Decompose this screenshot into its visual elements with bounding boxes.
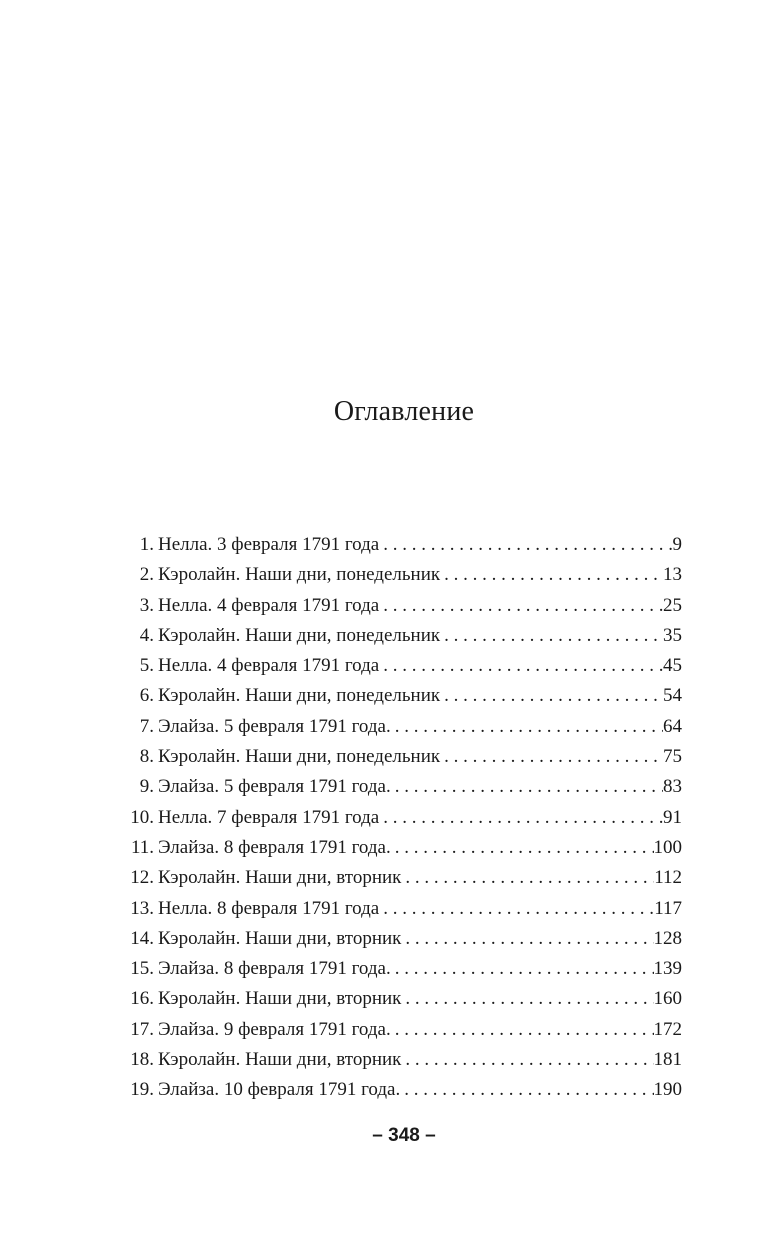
toc-entry [120,742,682,772]
toc-dot-leader [391,954,654,984]
toc-entry-title: Элайза. 10 февраля 1791 года. [158,1079,401,1101]
toc-entry-title: Нелла. 8 февраля 1791 года [158,897,380,919]
toc-entry-title: Кэролайн. Наши дни, вторник [158,867,402,889]
toc-entry [120,924,682,954]
toc-dot-leader [379,591,663,621]
toc-dot-leader [401,1045,653,1075]
toc-entry-title: Элайза. 5 февраля 1791 года. [158,776,391,798]
toc-entry-page: 117 [654,897,682,919]
toc-entry-page: 139 [653,958,682,980]
toc-entry [120,803,682,833]
toc-entry-page: 45 [663,655,682,677]
toc-entry-number: 12. [130,867,154,889]
toc-entry-page: 13 [663,564,682,586]
toc-entry-page: 75 [663,746,682,768]
toc-entry-page: 181 [653,1049,682,1071]
toc-entry-title: Элайза. 5 февраля 1791 года. [158,715,391,737]
toc-entry-page: 9 [672,534,682,555]
toc-entry [120,560,682,590]
table-of-contents [120,530,682,1106]
toc-entry-page: 112 [654,867,682,889]
toc-entry-number: 11. [130,836,154,858]
toc-entry-number: 18. [130,1049,154,1071]
toc-entry-number: 19. [130,1079,154,1101]
toc-entry-title: Нелла. 3 февраля 1791 года [158,534,380,555]
toc-entry-title: Нелла. 7 февраля 1791 года [158,806,380,828]
toc-entry [120,530,682,560]
toc-entry-number: 9. [139,776,154,798]
toc-entry-title: Кэролайн. Наши дни, понедельник [158,746,441,768]
toc-entry-number: 7. [139,715,154,737]
toc-entry-number: 15. [130,958,154,980]
toc-entry-page: 64 [663,715,682,737]
toc-dot-leader [379,530,672,560]
toc-entry [120,712,682,742]
toc-entry-page: 35 [663,624,682,646]
toc-dot-leader [379,651,663,681]
toc-entry-title: Элайза. 8 февраля 1791 года. [158,836,391,858]
toc-entry-page: 83 [663,776,682,798]
toc-entry-number: 3. [139,594,154,616]
toc-entry-number: 5. [139,655,154,677]
toc-entry-title: Нелла. 4 февраля 1791 года [158,655,380,677]
toc-entry [120,772,682,802]
page-title: Оглавление [333,396,475,427]
toc-entry-page: 54 [663,685,682,707]
toc-entry-title: Нелла. 4 февраля 1791 года [158,594,380,616]
toc-dot-leader [440,621,663,651]
toc-entry-title: Кэролайн. Наши дни, вторник [158,1049,402,1071]
toc-entry-page: 190 [653,1079,682,1101]
toc-entry-page: 172 [653,1018,682,1040]
toc-entry-title: Кэролайн. Наши дни, вторник [158,927,402,949]
toc-dot-leader [391,712,663,742]
toc-entry [120,1045,682,1075]
toc-entry-number: 4. [139,624,154,646]
toc-dot-leader [440,681,663,711]
toc-entry-page: 160 [653,988,682,1010]
toc-entry [120,1015,682,1045]
toc-entry-number: 6. [139,685,154,707]
toc-entry-title: Элайза. 8 февраля 1791 года. [158,958,391,980]
toc-dot-leader [379,803,663,833]
toc-entry [120,984,682,1014]
toc-entry-title: Кэролайн. Наши дни, понедельник [158,624,441,646]
toc-entry-page: 128 [653,927,682,949]
toc-dot-leader [440,560,663,590]
toc-dot-leader [391,833,654,863]
toc-entry-number: 17. [130,1018,154,1040]
toc-entry-number: 10. [130,806,154,828]
toc-entry [120,894,682,924]
toc-entry-number: 14. [130,927,154,949]
toc-dot-leader [401,863,654,893]
toc-dot-leader [391,772,663,802]
toc-dot-leader [391,1015,654,1045]
toc-dot-leader [440,742,663,772]
toc-entry-title: Кэролайн. Наши дни, понедельник [158,564,441,586]
page-number: – 348 – [372,1125,436,1146]
toc-entry-title: Кэролайн. Наши дни, вторник [158,988,402,1010]
toc-entry-title: Элайза. 9 февраля 1791 года. [158,1018,391,1040]
toc-entry-page: 91 [663,806,682,828]
toc-dot-leader [401,984,653,1014]
toc-entry [120,651,682,681]
toc-dot-leader [400,1075,653,1105]
toc-entry [120,954,682,984]
toc-entry-number: 13. [130,897,154,919]
toc-entry [120,621,682,651]
toc-entry [120,591,682,621]
toc-dot-leader [401,924,653,954]
toc-dot-leader [379,894,654,924]
toc-entry-page: 100 [653,836,682,858]
toc-entry-number: 1. [139,534,154,555]
toc-entry-page: 25 [663,594,682,616]
toc-entry-number: 16. [130,988,154,1010]
toc-entry [120,681,682,711]
toc-entry-number: 2. [139,564,154,586]
toc-entry [120,863,682,893]
toc-entry-title: Кэролайн. Наши дни, понедельник [158,685,441,707]
toc-entry [120,1075,682,1105]
toc-entry [120,833,682,863]
toc-entry-number: 8. [139,746,154,768]
